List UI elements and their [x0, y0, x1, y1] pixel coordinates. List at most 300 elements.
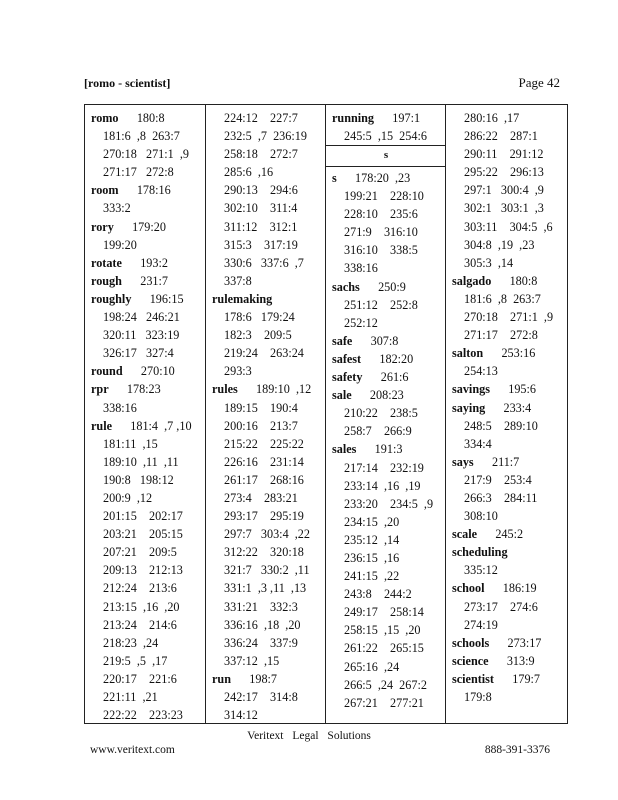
page-line-refs: 293:17 295:19	[224, 509, 304, 524]
page-line-refs: 290:11 291:12	[464, 147, 544, 162]
page-line-refs: 241:15 ,22	[344, 569, 400, 584]
index-entry-continuation	[212, 453, 324, 471]
page-line-refs: 182:20	[379, 351, 414, 366]
index-entry	[452, 380, 568, 398]
index-entry	[212, 380, 324, 398]
index-entry-continuation	[212, 109, 324, 127]
section-divider-top	[326, 145, 446, 146]
index-entry-continuation	[212, 218, 324, 236]
index-entry-continuation	[332, 477, 444, 495]
index-entry-continuation	[91, 543, 203, 561]
index-entry-continuation	[91, 127, 203, 145]
index-entry-continuation	[91, 326, 203, 344]
page-line-refs: 266:3 284:11	[464, 490, 538, 505]
page-line-refs: 190:8 198:12	[103, 472, 174, 487]
index-word: s	[332, 171, 337, 185]
page-line-refs: 179:8	[464, 690, 492, 704]
page-line-refs: 270:18 271:1 ,9	[103, 147, 189, 162]
index-entry-continuation	[212, 471, 324, 489]
index-entry	[452, 344, 568, 362]
index-entry-continuation	[91, 670, 203, 688]
index-entry-continuation	[452, 236, 568, 254]
page-line-refs: 286:22 287:1	[464, 129, 538, 144]
index-word: round	[91, 364, 123, 379]
page-line-refs: 243:8 244:2	[344, 587, 412, 602]
index-word: sale	[332, 388, 352, 403]
index-entry-continuation	[452, 489, 568, 507]
page-line-refs: 178:16	[136, 183, 171, 198]
page-line-refs: 330:6 337:6 ,7	[224, 255, 304, 270]
index-entry	[332, 278, 444, 296]
page-line-refs: 221:11 ,21	[103, 690, 158, 704]
page-line-refs: 297:7 303:4 ,22	[224, 527, 310, 542]
index-word: safe	[332, 333, 353, 348]
index-word: science	[452, 653, 489, 668]
index-entry	[452, 272, 568, 290]
index-entry-continuation	[91, 236, 203, 254]
index-word: scheduling	[452, 545, 508, 560]
index-entry	[212, 290, 324, 308]
page-line-refs: 233:20 234:5 ,9	[344, 496, 434, 511]
index-entry-continuation	[91, 145, 203, 163]
page-line-refs: 236:15 ,16	[344, 550, 400, 565]
index-entry-continuation	[91, 561, 203, 579]
page-line-refs: 253:16	[501, 346, 536, 361]
index-column-2	[205, 105, 326, 723]
index-entry	[91, 218, 203, 236]
page-line-refs: 224:12 227:7	[224, 111, 298, 125]
page-line-refs: 200:16 213:7	[224, 418, 298, 433]
index-entry-continuation	[332, 241, 444, 259]
index-entry	[332, 109, 444, 127]
page-line-refs: 181:4 ,7 ,10	[130, 418, 192, 433]
index-entry-continuation	[452, 507, 568, 525]
page-line-refs: 234:15 ,20	[344, 514, 400, 529]
page-line-refs: 182:3 209:5	[224, 328, 292, 343]
page-line-refs: 191:3	[374, 442, 403, 457]
index-entry-continuation	[212, 543, 324, 561]
index-entry-continuation	[332, 259, 444, 277]
index-entry-continuation	[91, 507, 203, 525]
page-line-refs: 333:2	[103, 201, 131, 216]
index-word: savings	[452, 382, 490, 397]
page-line-refs: 189:10 ,12	[256, 382, 312, 397]
index-column-3	[325, 105, 446, 723]
page-line-refs: 312:22 320:18	[224, 545, 304, 560]
page-line-refs: 336:24 337:9	[224, 635, 298, 650]
page-line-refs: 308:10	[464, 509, 498, 524]
index-entry-continuation	[212, 634, 324, 652]
index-entry-continuation	[212, 507, 324, 525]
index-entry-continuation	[332, 694, 444, 712]
page-line-refs: 178:23	[126, 382, 161, 397]
index-entry-continuation	[332, 549, 444, 567]
footer-company: Veritext Legal Solutions	[247, 730, 371, 742]
index-entry-continuation	[91, 471, 203, 489]
index-entry-continuation	[212, 254, 324, 272]
section-letter-heading: s	[383, 149, 389, 161]
index-entry-continuation	[212, 652, 324, 670]
page-line-refs: 338:16	[344, 261, 378, 276]
index-word: saying	[452, 400, 486, 415]
column-1-entries	[91, 109, 203, 724]
index-entry-continuation	[452, 163, 568, 181]
index-entry-continuation	[212, 127, 324, 145]
index-entry-continuation	[452, 254, 568, 272]
index-entry-continuation	[332, 567, 444, 585]
index-entry	[91, 254, 203, 272]
page-line-refs: 210:22 238:5	[344, 406, 418, 421]
page-line-refs: 321:7 330:2 ,11	[224, 563, 310, 578]
index-entry-continuation	[452, 326, 568, 344]
page-line-refs: 271:17 272:8	[103, 165, 174, 180]
page-line-refs: 217:14 232:19	[344, 460, 424, 475]
page-line-refs: 231:7	[140, 273, 168, 288]
page-line-refs: 254:13	[464, 364, 498, 379]
index-entry-continuation	[91, 435, 203, 453]
index-word: safety	[332, 370, 363, 385]
index-word: rules	[212, 382, 238, 397]
page-line-refs: 336:16 ,18 ,20	[224, 617, 301, 632]
index-entry	[91, 272, 203, 290]
page-line-refs: 271:9 316:10	[344, 225, 418, 240]
index-entry-continuation	[212, 362, 324, 380]
footer-phone: 888-391-3376	[484, 744, 550, 756]
index-entry	[332, 440, 444, 458]
index-entry-continuation	[332, 585, 444, 603]
index-entry-continuation	[212, 145, 324, 163]
index-entry	[332, 368, 444, 386]
page-line-refs: 273:4 283:21	[224, 490, 298, 505]
page-line-refs: 193:2	[140, 255, 168, 270]
page-number: Page 42	[518, 75, 560, 90]
index-entry	[452, 453, 568, 471]
index-entry-continuation	[332, 296, 444, 314]
page-line-refs: 252:12	[344, 315, 378, 330]
page-line-refs: 248:5 289:10	[464, 418, 538, 433]
page-line-refs: 180:8	[136, 111, 165, 125]
page-line-refs: 178:20 ,23	[355, 171, 411, 185]
page-line-refs: 198:7	[249, 671, 278, 686]
column-3-entries	[332, 169, 444, 712]
page-line-refs: 200:9 ,12	[103, 490, 153, 505]
page-line-refs: 245:5 ,15 254:6	[344, 129, 427, 144]
index-word: rotate	[91, 255, 122, 270]
index-entry-continuation	[212, 706, 324, 724]
index-entry-continuation	[332, 603, 444, 621]
page-line-refs: 220:17 221:6	[103, 671, 177, 686]
index-entry-continuation	[91, 634, 203, 652]
page-line-refs: 201:15 202:17	[103, 509, 183, 524]
page-line-refs: 271:17 272:8	[464, 328, 538, 343]
index-entry-continuation	[332, 531, 444, 549]
index-word: safest	[332, 351, 362, 366]
index-entry-continuation	[212, 489, 324, 507]
index-word: rule	[91, 418, 112, 433]
index-entry-continuation	[332, 205, 444, 223]
index-entry-continuation	[212, 399, 324, 417]
page-line-refs: 213:15 ,16 ,20	[103, 599, 180, 614]
page-line-refs: 215:22 225:22	[224, 436, 304, 451]
index-entry-continuation	[332, 127, 444, 145]
page-line-refs: 207:21 209:5	[103, 545, 177, 560]
page-line-refs: 293:3	[224, 364, 252, 379]
index-entry-continuation	[212, 417, 324, 435]
page-line-refs: 261:6	[380, 370, 409, 385]
index-word: sachs	[332, 279, 360, 294]
index-entry	[91, 362, 203, 380]
page-line-refs: 222:22 223:23	[103, 708, 183, 723]
index-entry-continuation	[452, 598, 568, 616]
index-entry	[91, 109, 203, 127]
page-line-refs: 258:18 272:7	[224, 147, 298, 162]
page-line-refs: 316:10 338:5	[344, 243, 418, 258]
page-line-refs: 195:6	[508, 382, 536, 397]
index-entry-continuation	[332, 495, 444, 513]
page-line-refs: 197:1	[392, 111, 421, 125]
page-line-refs: 326:17 327:4	[103, 346, 174, 361]
page-line-refs: 261:22 265:15	[344, 641, 424, 656]
page-line-refs: 320:11 323:19	[103, 328, 180, 343]
index-entry-continuation	[332, 314, 444, 332]
index-entry-continuation	[212, 579, 324, 597]
page-line-refs: 285:6 ,16	[224, 165, 274, 180]
page-line-refs: 217:9 253:4	[464, 472, 532, 487]
index-entry-continuation	[91, 399, 203, 417]
index-entry	[91, 181, 203, 199]
index-entry-continuation	[332, 422, 444, 440]
index-entry-continuation	[212, 326, 324, 344]
index-entry-continuation	[212, 344, 324, 362]
index-entry-continuation	[332, 639, 444, 657]
page-line-refs: 179:20	[132, 219, 166, 234]
page-line-refs: 242:17 314:8	[224, 690, 298, 704]
index-entry-continuation	[452, 616, 568, 634]
column-4-entries	[452, 109, 568, 706]
index-word: rory	[91, 219, 114, 234]
index-entry-continuation	[212, 181, 324, 199]
page-line-refs: 311:12 312:1	[224, 219, 298, 234]
index-entry-continuation	[452, 417, 568, 435]
page-line-refs: 337:8	[224, 273, 252, 288]
index-entry	[452, 670, 568, 688]
index-entry	[91, 290, 203, 308]
index-entry-continuation	[332, 223, 444, 241]
word-index-grid	[84, 104, 568, 724]
page-line-refs: 251:12 252:8	[344, 297, 418, 312]
index-entry-continuation	[332, 621, 444, 639]
page-line-refs: 266:5 ,24 267:2	[344, 677, 427, 692]
index-entry-continuation	[91, 652, 203, 670]
page-line-refs: 258:7 266:9	[344, 424, 412, 439]
index-entry-continuation	[91, 453, 203, 471]
page-line-refs: 337:12 ,15	[224, 653, 280, 668]
page-line-refs: 307:8	[370, 333, 399, 348]
page-line-refs: 226:16 231:14	[224, 454, 304, 469]
page-line-refs: 334:4	[464, 436, 492, 451]
index-entry-continuation	[452, 109, 568, 127]
index-entry-continuation	[452, 181, 568, 199]
index-word: run	[212, 671, 231, 686]
index-word: school	[452, 581, 485, 596]
column-2-entries	[212, 109, 324, 724]
page-line-refs: 250:9	[378, 279, 406, 294]
index-entry	[452, 634, 568, 652]
index-entry-continuation	[212, 199, 324, 217]
index-entry-continuation	[91, 489, 203, 507]
section-divider-bottom	[326, 166, 446, 167]
page-line-refs: 228:10 235:6	[344, 207, 418, 222]
index-entry-continuation	[332, 658, 444, 676]
page-line-refs: 179:7	[512, 671, 541, 686]
page-line-refs: 189:10 ,11 ,11	[103, 454, 179, 469]
index-entry-continuation	[91, 525, 203, 543]
index-entry-continuation	[452, 199, 568, 217]
index-word: says	[452, 454, 474, 469]
index-entry-continuation	[212, 525, 324, 543]
page-line-refs: 273:17	[507, 635, 542, 650]
index-entry-continuation	[212, 236, 324, 254]
page-line-refs: 219:5 ,5 ,17	[103, 653, 168, 668]
index-entry-continuation	[91, 616, 203, 634]
index-entry	[452, 399, 568, 417]
index-word: salgado	[452, 273, 492, 288]
page-line-refs: 305:3 ,14	[464, 255, 514, 270]
page-line-refs: 233:4	[503, 400, 532, 415]
page-line-refs: 181:6 ,8 263:7	[103, 129, 180, 144]
index-entry-continuation	[452, 127, 568, 145]
page-line-refs: 199:20	[103, 237, 137, 252]
page-line-refs: 181:6 ,8 263:7	[464, 291, 541, 306]
page-line-refs: 338:16	[103, 400, 137, 415]
index-entry-continuation	[91, 163, 203, 181]
index-entry-continuation	[452, 308, 568, 326]
page-line-refs: 295:22 296:13	[464, 165, 544, 180]
index-entry	[91, 417, 203, 435]
page-line-refs: 180:8	[509, 273, 538, 288]
page-line-refs: 261:17 268:16	[224, 472, 304, 487]
index-entry-continuation	[91, 706, 203, 724]
page-line-refs: 186:19	[502, 581, 537, 596]
index-entry-continuation	[452, 561, 568, 579]
page-line-refs: 331:21 332:3	[224, 599, 298, 614]
index-entry-continuation	[212, 688, 324, 706]
page-line-refs: 270:18 271:1 ,9	[464, 310, 554, 325]
index-entry-continuation	[91, 308, 203, 326]
page-line-refs: 219:24 263:24	[224, 346, 304, 361]
page-line-refs: 233:14 ,16 ,19	[344, 478, 421, 493]
page-line-refs: 290:13 294:6	[224, 183, 298, 198]
footer-website: www.veritext.com	[90, 744, 175, 756]
page-line-refs: 335:12	[464, 563, 498, 578]
index-entry	[452, 652, 568, 670]
page-line-refs: 189:15 190:4	[224, 400, 298, 415]
page-line-refs: 302:10 311:4	[224, 201, 298, 216]
page-line-refs: 297:1 300:4 ,9	[464, 183, 544, 198]
index-word: room	[91, 183, 119, 198]
index-entry-continuation	[452, 362, 568, 380]
page-line-refs: 265:16 ,24	[344, 659, 400, 674]
page-line-refs: 181:11 ,15	[103, 436, 158, 451]
index-entry-continuation	[212, 308, 324, 326]
index-word: roughly	[91, 291, 132, 306]
page-line-refs: 303:11 304:5 ,6	[464, 219, 553, 234]
page-line-refs: 232:5 ,7 236:19	[224, 129, 307, 144]
index-column-1	[85, 105, 205, 723]
index-word: sales	[332, 442, 357, 457]
page-line-refs: 273:17 274:6	[464, 599, 538, 614]
index-entry	[332, 169, 444, 187]
index-entry	[332, 350, 444, 368]
page-line-refs: 270:10	[140, 364, 175, 379]
page-line-refs: 198:24 246:21	[103, 310, 180, 325]
index-entry-continuation	[212, 163, 324, 181]
index-entry-continuation	[452, 471, 568, 489]
index-entry-continuation	[452, 688, 568, 706]
index-entry	[91, 380, 203, 398]
page-line-refs: 196:15	[149, 291, 184, 306]
index-column-4	[445, 105, 570, 723]
page-line-refs: 211:7	[491, 454, 520, 469]
index-word: schools	[452, 635, 490, 650]
index-entry-continuation	[212, 598, 324, 616]
index-entry-continuation	[332, 676, 444, 694]
page-line-refs: 249:17 258:14	[344, 605, 424, 620]
index-entry-continuation	[452, 218, 568, 236]
index-entry-continuation	[91, 579, 203, 597]
index-range-header: [romo - scientist]	[84, 76, 171, 90]
index-entry-continuation	[91, 199, 203, 217]
index-entry	[332, 386, 444, 404]
page-line-refs: 245:2	[495, 527, 524, 542]
page-line-refs: 280:16 ,17	[464, 111, 520, 125]
index-entry	[332, 332, 444, 350]
index-entry-continuation	[212, 435, 324, 453]
index-entry-continuation	[91, 688, 203, 706]
page-line-refs: 313:9	[506, 653, 535, 668]
page-line-refs: 258:15 ,15 ,20	[344, 623, 421, 638]
index-word: running	[332, 111, 375, 125]
index-entry-continuation	[91, 344, 203, 362]
index-entry-continuation	[332, 513, 444, 531]
page-line-refs: 304:8 ,19 ,23	[464, 237, 535, 252]
page-line-refs: 274:19	[464, 617, 498, 632]
index-entry-continuation	[452, 145, 568, 163]
page-line-refs: 199:21 228:10	[344, 189, 424, 204]
index-entry	[212, 670, 324, 688]
page-line-refs: 218:23 ,24	[103, 635, 159, 650]
index-entry-continuation	[91, 598, 203, 616]
page-line-refs: 314:12	[224, 708, 258, 723]
index-entry-continuation	[212, 616, 324, 634]
index-entry-continuation	[212, 561, 324, 579]
index-word: rulemaking	[212, 291, 273, 306]
index-entry	[452, 579, 568, 597]
index-word: scientist	[452, 671, 494, 686]
page-line-refs: 331:1 ,3 ,11 ,13	[224, 581, 307, 596]
index-entry-continuation	[332, 459, 444, 477]
index-entry-continuation	[332, 187, 444, 205]
index-word: rpr	[91, 382, 109, 397]
index-word: romo	[91, 111, 119, 125]
index-word: scale	[452, 527, 478, 542]
page-line-refs: 235:12 ,14	[344, 532, 400, 547]
index-entry	[452, 525, 568, 543]
index-entry	[452, 543, 568, 561]
column-3-top-entries	[332, 109, 444, 145]
page-line-refs: 213:24 214:6	[103, 617, 177, 632]
page-line-refs: 267:21 277:21	[344, 695, 424, 710]
